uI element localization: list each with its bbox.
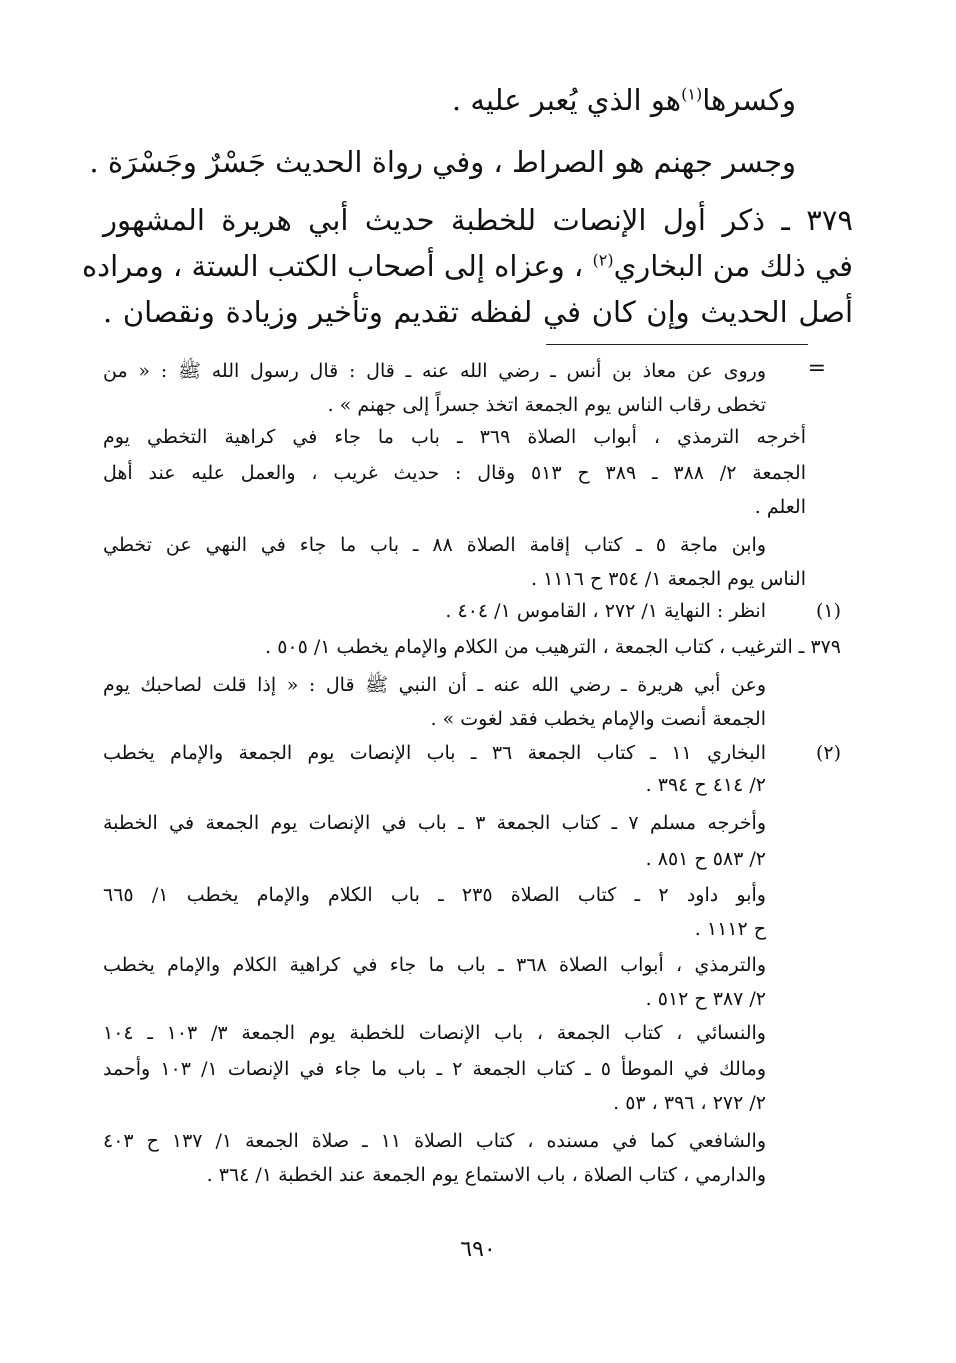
footnote-separator xyxy=(546,344,808,345)
main-line-5: أصل الحديث وإن كان في لفظه تقديم وتأخير وزيادة ونقصان . xyxy=(103,295,853,329)
footnote-number-2: (٢) xyxy=(815,742,841,764)
main-line-4: في ذلك من البخاري$^{(٢)}$ ، وعزاه إلى أصحاب الكتب الستة ، ومراده xyxy=(81,249,853,283)
footnote-line: أخرجه الترمذي ، أبواب الصلاة ٣٦٩ ـ باب ما جاء في كراهية التخطي يوم xyxy=(103,426,806,448)
main-line-1: وكسرها$^{(١)}$هو الذي يُعبر عليه . xyxy=(451,83,796,117)
footnote-line: انظر : النهاية ١/ ٢٧٢ ، القاموس ١/ ٤٠٤ . xyxy=(445,600,766,622)
main-line-2: وجسر جهنم هو الصراط ، وفي رواة الحديث جَسْرٌ وجَسْرَة . xyxy=(89,145,796,179)
footnote-line: وابن ماجة ٥ ـ كتاب إقامة الصلاة ٨٨ ـ باب ما جاء في النهي عن تخطي xyxy=(103,534,766,556)
main-line-3: ٣٧٩ ـ ذكر أول الإنصات للخطبة حديث أبي هريرة المشهور xyxy=(103,203,853,237)
footnote-line: العلم . xyxy=(754,496,806,518)
footnote-line: وأخرجه مسلم ٧ ـ كتاب الجمعة ٣ ـ باب في الإنصات يوم الجمعة في الخطبة xyxy=(103,812,766,834)
footnote-ref-1: (١) xyxy=(681,84,703,104)
footnote-line: ح ١١١٢ . xyxy=(694,918,766,940)
footnote-line: الجمعة ٢/ ٣٨٨ ـ ٣٨٩ ح ٥١٣ وقال : حديث غريب ، والعمل عليه عند أهل xyxy=(103,462,806,484)
footnote-line: الناس يوم الجمعة ١/ ٣٥٤ ح ١١١٦ . xyxy=(530,568,806,590)
footnote-line: تخطى رقاب الناس يوم الجمعة اتخذ جسراً إلى جهنم » . xyxy=(327,394,766,416)
footnote-ref-2: (٢) xyxy=(592,250,614,270)
footnote-line: والنسائي ، كتاب الجمعة ، باب الإنصات للخطبة يوم الجمعة ٣/ ١٠٣ ـ ١٠٤ xyxy=(103,1022,766,1044)
footnote-line: والدارمي ، كتاب الصلاة ، باب الاستماع يوم الجمعة عند الخطبة ١/ ٣٦٤ . xyxy=(206,1164,766,1186)
footnote-line: ومالك في الموطأ ٥ ـ كتاب الجمعة ٢ ـ باب ما جاء في الإنصات ١/ ١٠٣ وأحمد xyxy=(103,1058,766,1080)
footnote-line: الجمعة أنصت والإمام يخطب فقد لغوت » . xyxy=(430,708,766,730)
footnote-line: البخاري ١١ ـ كتاب الجمعة ٣٦ ـ باب الإنصات يوم الجمعة والإمام يخطب xyxy=(103,742,766,764)
footnote-line: وعن أبي هريرة ـ رضي الله عنه ـ أن النبي ﷺ قال : « إذا قلت لصاحبك يوم xyxy=(103,674,766,696)
footnote-line: وأبو داود ٢ ـ كتاب الصلاة ٢٣٥ ـ باب الكلام والإمام يخطب ١/ ٦٦٥ xyxy=(103,884,766,906)
footnote-line: ٢/ ٣٨٧ ح ٥١٢ . xyxy=(645,988,766,1010)
page-number: ٦٩٠ xyxy=(460,1237,496,1262)
footnote-line: ٢/ ٤١٤ ح ٣٩٤ . xyxy=(645,774,766,796)
footnote-line: والترمذي ، أبواب الصلاة ٣٦٨ ـ باب ما جاء في كراهية الكلام والإمام يخطب xyxy=(103,954,766,976)
footnote-line: ٢/ ٥٨٣ ح ٨٥١ . xyxy=(645,848,766,870)
continuation-mark: = xyxy=(807,356,826,381)
footnote-line: وروى عن معاذ بن أنس ـ رضي الله عنه ـ قال : قال رسول الله ﷺ : « من xyxy=(103,360,766,382)
footnote-line: ٢/ ٢٧٢ ، ٣٩٦ ، ٥٣ . xyxy=(613,1092,766,1114)
footnote-line: ٣٧٩ ـ الترغيب ، كتاب الجمعة ، الترهيب من الكلام والإمام يخطب ١/ ٥٠٥ . xyxy=(265,636,841,658)
footnote-number-1: (١) xyxy=(815,600,841,622)
footnote-line: والشافعي كما في مسنده ، كتاب الصلاة ١١ ـ صلاة الجمعة ١/ ١٣٧ ح ٤٠٣ xyxy=(103,1130,766,1152)
